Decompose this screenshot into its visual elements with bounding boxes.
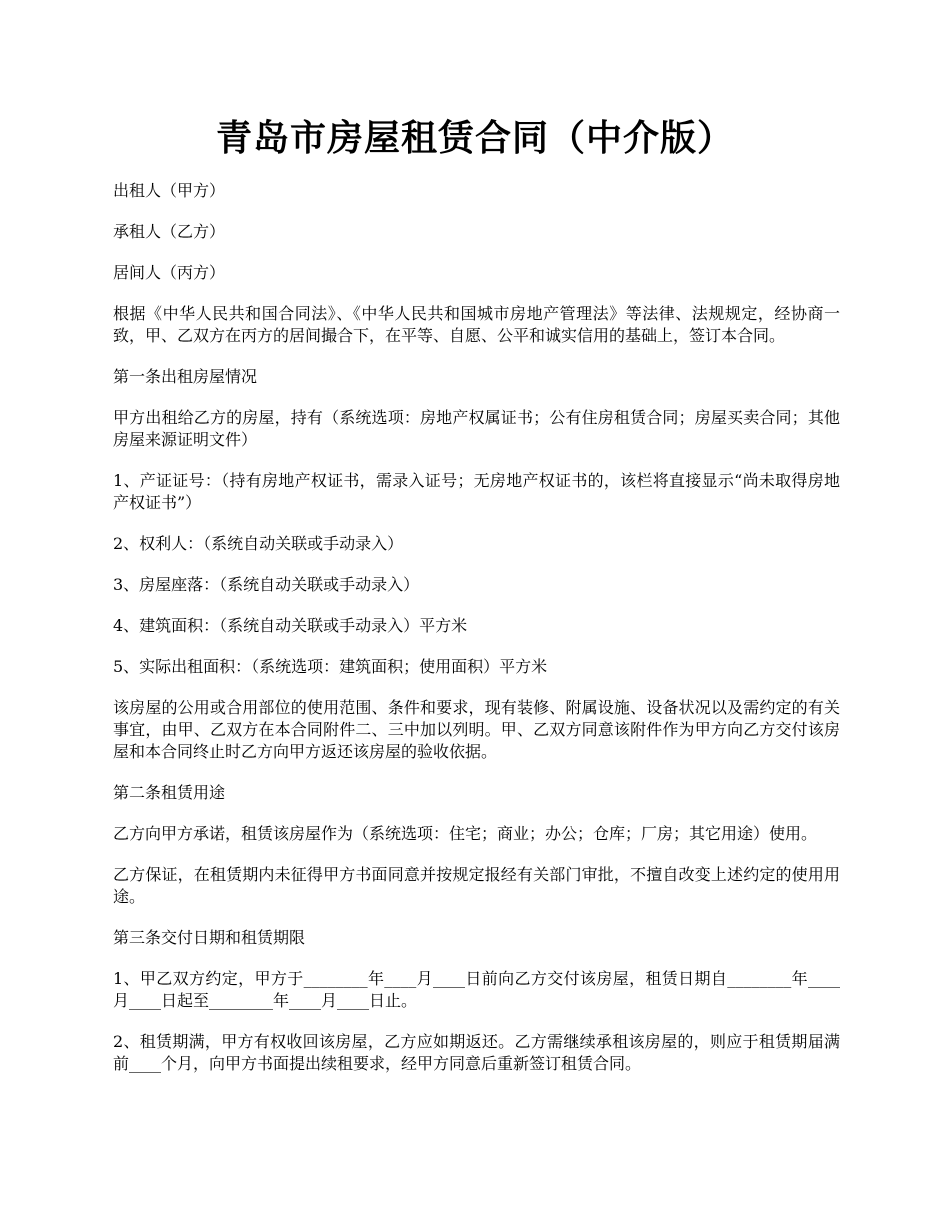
article-1-item-4: 4、建筑面积：（系统自动关联或手动录入）平方米 xyxy=(113,616,468,635)
article-1-item-5: 5、实际出租面积：（系统选项：建筑面积；使用面积）平方米 xyxy=(113,657,548,676)
article-2-heading: 第二条租赁用途 xyxy=(113,783,226,802)
article-1-item-1: 1、产证证号：（持有房地产权证书，需录入证号；无房地产权证书的，该栏将直接显示“尚未取得房地产权证书”） xyxy=(113,471,840,512)
party-intermediary: 居间人（丙方） xyxy=(113,263,226,282)
article-1-heading: 第一条出租房屋情况 xyxy=(113,367,258,386)
article-1-intro: 甲方出租给乙方的房屋，持有（系统选项：房地产权属证书；公有住房租赁合同；房屋买卖合同；其他房屋来源证明文件） xyxy=(113,408,840,449)
article-3-item-1: 1、甲乙双方约定，甲方于________年____月____日前向乙方交付该房屋，租赁日期自________年____月____日起至________年____月____日止。 xyxy=(113,969,840,1010)
document-body xyxy=(113,180,840,1094)
party-lessor: 出租人（甲方） xyxy=(113,181,226,200)
document-title: 青岛市房屋租赁合同（中介版） xyxy=(215,117,734,159)
article-3-heading: 第三条交付日期和租赁期限 xyxy=(113,928,306,947)
article-3-item-2: 2、租赁期满，甲方有权收回该房屋，乙方应如期返还。乙方需继续承租该房屋的，则应于租赁期届满前____个月，向甲方书面提出续租要求，经甲方同意后重新签订租赁合同。 xyxy=(113,1032,840,1073)
party-lessee: 承租人（乙方） xyxy=(113,222,226,241)
article-1-item-3: 3、房屋座落：（系统自动关联或手动录入） xyxy=(113,575,420,594)
article-1-note: 该房屋的公用或合用部位的使用范围、条件和要求，现有装修、附属设施、设备状况以及需约定的有关事宜，由甲、乙双方在本合同附件二、三中加以列明。甲、乙双方同意该附件作为甲方向乙方交付该房屋和本合同终止时乙方向甲方返还该房屋的验收依据。 xyxy=(113,698,840,761)
article-2-usage: 乙方向甲方承诺，租赁该房屋作为（系统选项：住宅；商业；办公；仓库；厂房；其它用途）使用。 xyxy=(113,824,818,843)
preamble: 根据《中华人民共和国合同法》、《中华人民共和国城市房地产管理法》等法律、法规规定，经协商一致，甲、乙双方在丙方的居间撮合下，在平等、自愿、公平和诚实信用的基础上，签订本合同。 xyxy=(113,304,840,345)
article-2-guarantee: 乙方保证，在租赁期内未征得甲方书面同意并按规定报经有关部门审批，不擅自改变上述约定的使用用途。 xyxy=(113,865,840,906)
article-1-item-2: 2、权利人：（系统自动关联或手动录入） xyxy=(113,534,404,553)
